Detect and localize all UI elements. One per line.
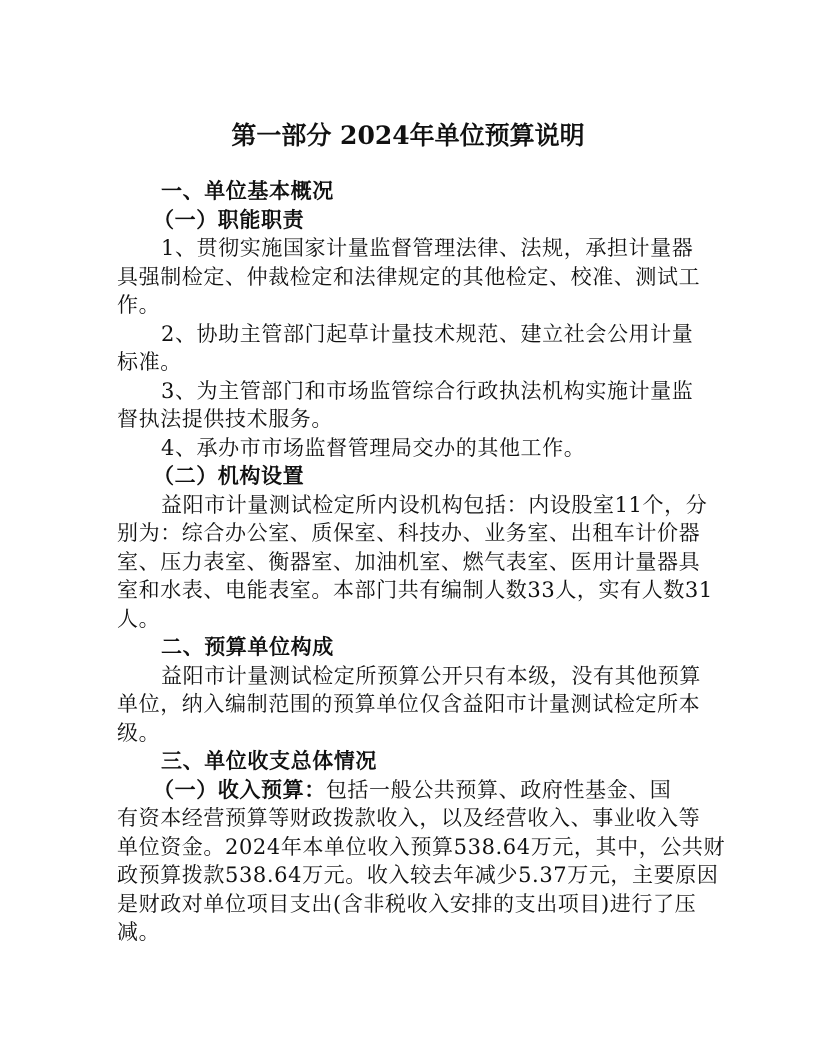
text-line (117, 804, 707, 833)
text: 是财政对单位项目支出(含非税收入安排的支出项目)进行了压 (117, 891, 697, 916)
bold-text: （二）机构设置 (153, 463, 305, 488)
text-line (117, 548, 707, 577)
bold-text: 一、单位基本概况 (161, 178, 334, 203)
text: 别为：综合办公室、质保室、科技办、业务室、出租车计价器 (117, 521, 701, 545)
text: 减。 (117, 920, 161, 944)
text: 单位，纳入编制范围的预算单位仅含益阳市计量测试检定所本 (117, 692, 701, 716)
bold-text: （一）收入预算： (153, 776, 326, 802)
text-line (117, 320, 707, 349)
text-line (117, 719, 707, 748)
text: 4、承办市市场监督管理局交办的其他工作。 (161, 435, 586, 460)
text-line (117, 377, 707, 406)
text: 督执法提供技术服务。 (117, 407, 333, 431)
text-line (117, 662, 707, 691)
text: 益阳市计量测试检定所预算公开只有本级，没有其他预算 (161, 663, 701, 688)
text-line (117, 434, 707, 463)
text-line (117, 462, 707, 491)
text: 室和水表、电能表室。本部门共有编制人数33人，实有人数31 (117, 578, 713, 602)
text-line (117, 291, 707, 320)
text-line (117, 833, 726, 862)
text: 作。 (117, 293, 161, 317)
text: 1、贯彻实施国家计量监督管理法律、法规，承担计量器 (161, 236, 694, 260)
text-line (117, 576, 713, 605)
text-line (117, 263, 707, 292)
text: 政预算拨款538.64万元。收入较去年减少5.37万元，主要原因 (117, 863, 719, 887)
text: 包括一般公共预算、政府性基金、国 (325, 777, 672, 802)
text: 室、压力表室、衡器室、加油机室、燃气表室、医用计量器具 (117, 549, 701, 574)
text-line (117, 861, 719, 890)
text-line (117, 491, 707, 520)
text-line (117, 776, 707, 805)
text-line (117, 605, 707, 634)
page-title: 第一部分 2024年单位预算说明 (231, 121, 585, 150)
bold-text: 三、单位收支总体情况 (161, 748, 377, 773)
text: 2、协助主管部门起草计量技术规范、建立社会公用计量 (161, 321, 694, 346)
text-line (117, 918, 707, 947)
bold-text: （一）职能职责 (153, 206, 305, 232)
text-line (117, 690, 707, 719)
document-body (117, 177, 726, 947)
text-line (117, 177, 707, 206)
text: 3、为主管部门和市场监管综合行政执法机构实施计量监 (161, 378, 694, 403)
text-line (117, 747, 707, 776)
text: 级。 (117, 720, 161, 745)
text: 人。 (117, 606, 161, 631)
text-line (117, 206, 707, 235)
text-line (117, 519, 707, 548)
bold-text: 二、预算单位构成 (161, 634, 334, 659)
text: 标准。 (117, 350, 182, 374)
text-line (117, 633, 707, 662)
text-line (117, 234, 707, 263)
text: 具强制检定、仲裁检定和法律规定的其他检定、校准、测试工 (117, 264, 701, 289)
text-line (117, 348, 707, 377)
text-line (117, 890, 707, 919)
text: 有资本经营预算等财政拨款收入，以及经营收入、事业收入等 (117, 806, 701, 830)
text: 益阳市计量测试检定所内设机构包括：内设股室11个，分 (161, 492, 708, 517)
text: 单位资金。2024年本单位收入预算538.64万元，其中，公共财 (117, 834, 726, 859)
text-line (117, 405, 707, 434)
